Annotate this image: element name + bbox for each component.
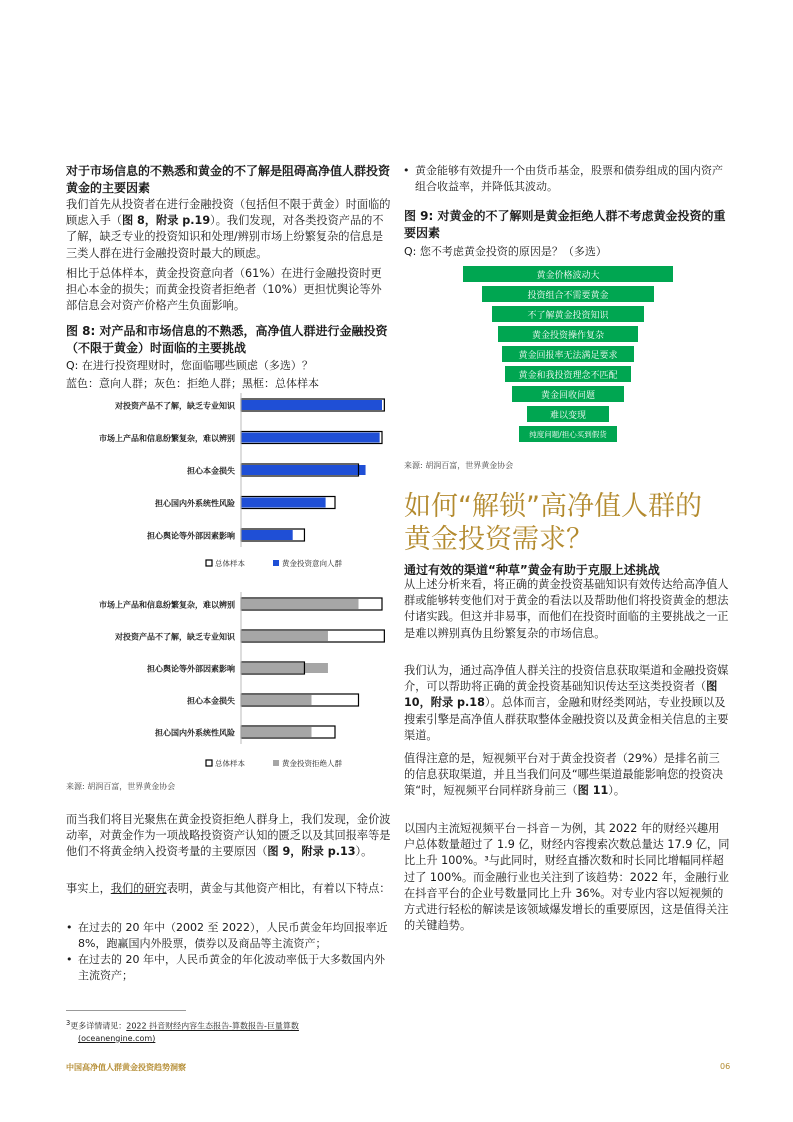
figure-ref: 图 10，附录 p.18: [404, 680, 718, 710]
funnel-bar: 黄金价格波动大: [463, 266, 673, 282]
footnote-link-2[interactable]: (oceanengine.com): [78, 1033, 156, 1043]
bar-focus: [241, 727, 312, 737]
paragraph: [404, 751, 730, 800]
funnel-chart: [403, 266, 733, 452]
figure-source: 来源: 胡润百富，世界黄金协会: [404, 461, 514, 470]
text: ）。: [608, 784, 626, 798]
paragraph: [66, 881, 392, 897]
funnel-bar: 黄金投资操作复杂: [498, 326, 638, 342]
figure-question: Q: 在进行投资理财时，您面临哪些顾虑（多选）？: [66, 359, 313, 372]
funnel-bar: 投资组合不需要黄金: [482, 286, 654, 302]
bar-chart-reject: [60, 592, 395, 776]
text: ）。: [355, 845, 373, 859]
tick-label: 担心本金损失: [187, 696, 235, 706]
figure-question: Q: 您不考虑黄金投资的原因是？（多选）: [404, 245, 607, 258]
footer-title: 中国高净值人群黄金投资趋势洞察: [66, 1063, 186, 1072]
paragraph: 相比于总体样本，黄金投资意向者（61%）在进行金融投资时更担心本金的损失；而黄金投资者拒绝者（10%）更担忧舆论等外部信息会对资产价格产生负面影响。: [66, 267, 382, 313]
bar-focus: [241, 663, 328, 673]
figure-title: 图 8: 对产品和市场信息的不熟悉，高净值人群进行金融投资（不限于黄金）时面临的主要挑战: [66, 324, 388, 355]
section-title-line: 如何“解锁”高净值人群的: [404, 491, 702, 522]
figure-color-note: 蓝色：意向人群；灰色：拒绝人群；黑框：总体样本: [66, 377, 319, 390]
bar-chart-intent: [60, 392, 395, 582]
page-number: 06: [720, 1062, 731, 1071]
funnel-bar: 纯度问题/担心买到假货: [519, 426, 617, 442]
list-item-text: 在过去的 20 年中，人民币黄金的年化波动率低于大多数国内外主流资产；: [78, 953, 385, 982]
legend-label: 总体样本: [215, 759, 245, 768]
section-title: [404, 490, 744, 556]
paragraph: 以国内主流短视频平台－抖音－为例，其 2022 年的财经兴趣用户总体数量超过了 1.9 亿，财经内容搜索次数总量达 17.9 亿，同比上升 100%。³与此同时，财经直播次数和时长同比增幅同样超过了 100%。而金融行业也关注到了该趋势：2022 年，金融行业在抖音平台的企业号数量同比上升 36%。对专业内容以短视频的方式进行轻松的解读是该领域爆发增长的重要原因，这是值得关注的关键趋势。: [404, 822, 730, 933]
text: 值得注意的是，短视频平台对于黄金投资者（29%）是排名前三的信息获取渠道，并且当我们问及“哪些渠道最能影响您的投资决策“时，短视频平台同样跻身前三（: [404, 752, 724, 798]
tick-label: 担心本金损失: [187, 466, 235, 476]
figure-ref: 图 11: [577, 784, 609, 798]
paragraph: [66, 812, 392, 861]
text: ）。总体而言，金融和财经类网站，专业投顾以及搜索引擎是高净值人群获取整体金融投资以及黄金相关信息的主要渠道。: [404, 696, 729, 742]
legend-swatch-total: [206, 560, 212, 566]
tick-label: 对投资产品不了解，缺乏专业知识: [115, 401, 235, 411]
text: 而当我们将目光聚焦在黄金投资拒绝人群身上，我们发现，金价波动率，对黄金作为一项战略投资资产认知的匮乏以及其回报率等是他们不将黄金纳入投资考量的主要原因（: [66, 813, 391, 859]
tick-label: 市场上产品和信息纷繁复杂，难以辨别: [99, 600, 235, 610]
funnel-bar: 黄金和我投资理念不匹配: [505, 366, 631, 382]
paragraph: 从上述分析来看，将正确的黄金投资基础知识有效传达给高净值人群或能够转变他们对于黄金的看法以及帮助他们将投资黄金的想法付诸实践。但这并非易事，而他们在投资时面临的主要挑战之一正是难以辨别真伪且纷繁复杂的市场信息。: [404, 578, 729, 640]
footnote-number: 3: [66, 1019, 71, 1027]
tick-label: 担心舆论等外部因素影响: [147, 664, 235, 674]
list-item-text: 黄金能够有效提升一个由货币基金，股票和债券组成的国内资产组合收益率，并降低其波动。: [415, 164, 723, 193]
legend-label: 黄金投资拒绝人群: [282, 759, 342, 768]
legend-label: 黄金投资意向人群: [282, 559, 342, 568]
bar-focus: [241, 631, 328, 641]
funnel-bar: 黄金回收问题: [512, 386, 624, 402]
funnel-bar: 不了解黄金投资知识: [492, 306, 644, 322]
bar-focus: [241, 530, 293, 540]
funnel-bar: 黄金回报率无法满足要求: [502, 346, 634, 362]
footnote-link[interactable]: 2022 抖音财经内容生态报告-算数报告-巨量算数: [126, 1021, 299, 1031]
section-title-line: 黄金投资需求？: [404, 524, 593, 555]
text: 我们首先从投资者在进行金融投资（包括但不限于黄金）时面临的顾虑入手（: [66, 198, 391, 228]
section-heading: 对于市场信息的不熟悉和黄金的不了解是阻碍高净值人群投资黄金的主要因素: [66, 164, 391, 195]
bar-focus: [241, 465, 366, 475]
bullet-list: [66, 920, 392, 984]
bar-focus: [241, 695, 312, 705]
figure-ref: 图 8，附录 p.19: [121, 214, 211, 228]
footnote-divider: [66, 1010, 186, 1011]
tick-label: 担心国内外系统性风险: [155, 499, 235, 508]
legend-swatch-focus: [273, 760, 279, 766]
research-link[interactable]: 我们的研究: [110, 882, 167, 895]
text: 更多详情请见：: [70, 1021, 127, 1031]
figure-ref: 图 9，附录 p.13: [267, 845, 356, 859]
legend-swatch-total: [206, 760, 212, 766]
tick-label: 对投资产品不了解，缺乏专业知识: [115, 632, 235, 642]
tick-label: 担心国内外系统性风险: [155, 728, 235, 738]
bar-focus: [241, 400, 382, 410]
figure-source: 来源: 胡润百富，世界黄金协会: [66, 782, 176, 791]
legend-swatch-focus: [273, 560, 279, 566]
footnote: [66, 1017, 392, 1045]
tick-label: 担心舆论等外部因素影响: [147, 531, 235, 541]
text: ）。我们发现，对各类投资产品的不了解，缺乏专业的投资知识和处理/辨别市场上纷繁复杂的信息是三类人群在进行金融投资时最大的顾虑。: [66, 214, 384, 260]
bar-focus: [241, 498, 326, 508]
legend-label: 总体样本: [215, 559, 245, 568]
figure-title: 图 9: 对黄金的不了解则是黄金拒绝人群不考虑黄金投资的重要因素: [404, 209, 726, 240]
bar-focus: [241, 433, 380, 443]
list-item: • 在过去的 20 年中，人民币黄金的年化波动率低于大多数国内外主流资产；: [66, 952, 392, 984]
text: 表明，黄金与其他资产相比，有着以下特点：: [166, 882, 391, 895]
tick-label: 市场上产品和信息纷繁复杂，难以辨别: [99, 434, 235, 443]
bar-focus: [241, 599, 359, 609]
list-item: • 黄金能够有效提升一个由货币基金，股票和债券组成的国内资产组合收益率，并降低其波动。: [403, 163, 733, 195]
list-item-text: 在过去的 20 年中（2002 至 2022），人民币黄金年均回报率近 8%，跑赢国内外股票，债券以及商品等主流资产；: [78, 921, 388, 950]
section-heading: 通过有效的渠道“种草”黄金有助于克服上述挑战: [404, 563, 660, 577]
paragraph: [404, 663, 730, 744]
text: 事实上，: [66, 882, 111, 895]
text: 我们认为，通过高净值人群关注的投资信息获取渠道和金融投资媒介，可以帮助将正确的黄金投资基础知识传达至这类投资者（: [404, 664, 729, 694]
paragraph: [66, 197, 392, 262]
funnel-bar: 难以变现: [527, 406, 609, 422]
list-item: • 在过去的 20 年中（2002 至 2022），人民币黄金年均回报率近 8%，跑赢国内外股票，债券以及商品等主流资产；: [66, 920, 392, 952]
